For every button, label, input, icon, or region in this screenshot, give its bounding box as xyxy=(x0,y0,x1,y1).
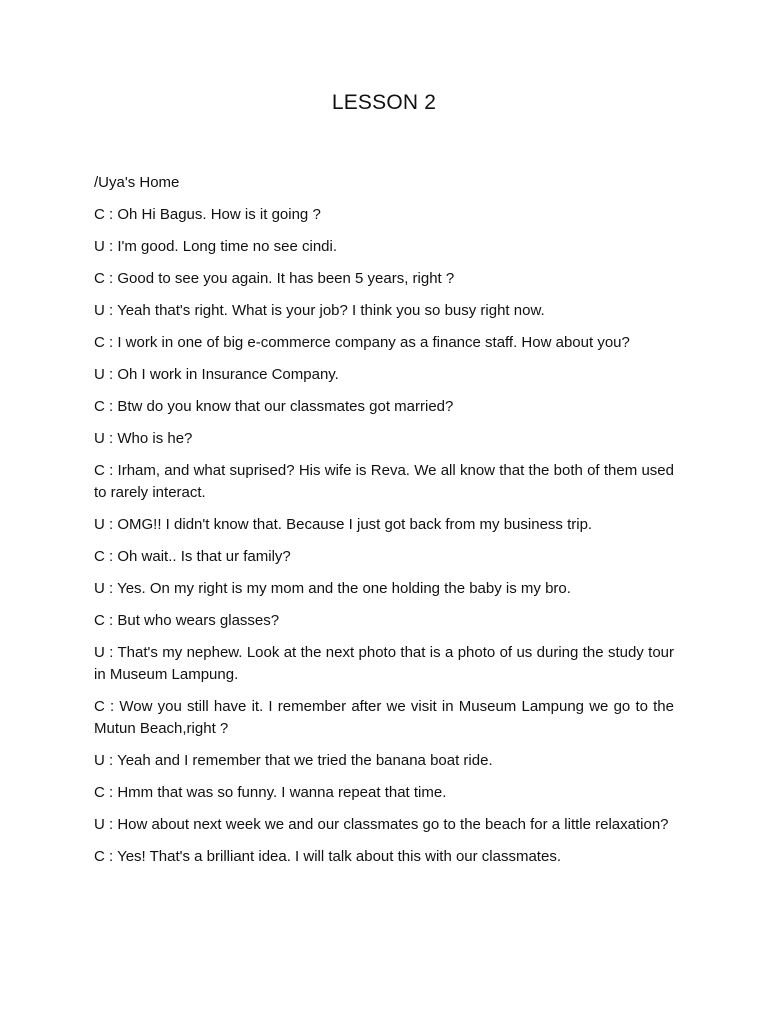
speaker-label: U xyxy=(94,516,105,533)
dialogue-line xyxy=(94,846,674,868)
dialogue-line xyxy=(94,268,674,290)
speaker-label: C xyxy=(94,206,105,223)
speaker-label: U xyxy=(94,580,105,597)
line-text: : Yeah and I remember that we tried the banana boat ride. xyxy=(109,752,493,769)
line-text: : Oh I work in Insurance Company. xyxy=(109,366,339,383)
dialogue-line xyxy=(94,332,674,354)
line-text: : Good to see you again. It has been 5 years, right ? xyxy=(109,270,455,287)
dialogue-line xyxy=(94,782,674,804)
dialogue-line xyxy=(94,204,674,226)
line-text: : I'm good. Long time no see cindi. xyxy=(109,238,338,255)
dialogue xyxy=(94,172,674,878)
speaker-label: U xyxy=(94,302,105,319)
line-text: : Yes. On my right is my mom and the one holding the baby is my bro. xyxy=(109,580,571,597)
line-text: : I work in one of big e-commerce company as a finance staff. How about you? xyxy=(109,334,630,351)
speaker-label: U xyxy=(94,366,105,383)
dialogue-line xyxy=(94,546,674,568)
speaker-label: C xyxy=(94,398,105,415)
speaker-label: C xyxy=(94,462,105,479)
speaker-label: C xyxy=(94,848,105,865)
dialogue-line xyxy=(94,236,674,258)
dialogue-line xyxy=(94,610,674,632)
speaker-label: U xyxy=(94,644,105,661)
speaker-label: C xyxy=(94,334,105,351)
line-text: : Yeah that's right. What is your job? I think you so busy right now. xyxy=(109,302,545,319)
dialogue-line xyxy=(94,514,674,536)
speaker-label: C xyxy=(94,698,105,715)
line-text: : But who wears glasses? xyxy=(109,612,280,629)
page-title: LESSON 2 xyxy=(331,91,437,114)
line-text: : That's my nephew. Look at the next photo that is a photo of us during the study tour in Museum Lampung. xyxy=(94,644,675,683)
dialogue-line xyxy=(94,642,674,686)
dialogue-line xyxy=(94,578,674,600)
dialogue-line xyxy=(94,696,674,740)
line-text: : Yes! That's a brilliant idea. I will talk about this with our classmates. xyxy=(109,848,561,865)
speaker-label: U xyxy=(94,430,105,447)
line-text: : Who is he? xyxy=(109,430,193,447)
line-text: : Btw do you know that our classmates got married? xyxy=(109,398,454,415)
line-text: : Irham, and what suprised? His wife is Reva. We all know that the both of them used to rarely interact. xyxy=(94,462,674,501)
dialogue-line xyxy=(94,396,674,418)
speaker-label: C xyxy=(94,784,105,801)
line-text: : Oh wait.. Is that ur family? xyxy=(109,548,291,565)
speaker-label: U xyxy=(94,752,105,769)
line-text: : Hmm that was so funny. I wanna repeat that time. xyxy=(109,784,447,801)
dialogue-line xyxy=(94,364,674,386)
dialogue-line xyxy=(94,750,674,772)
dialogue-line xyxy=(94,814,674,836)
dialogue-line xyxy=(94,460,674,504)
dialogue-line xyxy=(94,428,674,450)
speaker-label: C xyxy=(94,548,105,565)
dialogue-line xyxy=(94,300,674,322)
speaker-label: C xyxy=(94,612,105,629)
scene-heading: /Uya's Home xyxy=(94,174,180,191)
speaker-label: C xyxy=(94,270,105,287)
line-text: : How about next week we and our classmates go to the beach for a little relaxation? xyxy=(109,816,669,833)
line-text: : OMG!! I didn't know that. Because I just got back from my business trip. xyxy=(109,516,593,533)
speaker-label: U xyxy=(94,816,105,833)
line-text: : Wow you still have it. I remember after we visit in Museum Lampung we go to the Mutun Beach,right ? xyxy=(94,698,674,737)
line-text: : Oh Hi Bagus. How is it going ? xyxy=(109,206,321,223)
speaker-label: U xyxy=(94,238,105,255)
